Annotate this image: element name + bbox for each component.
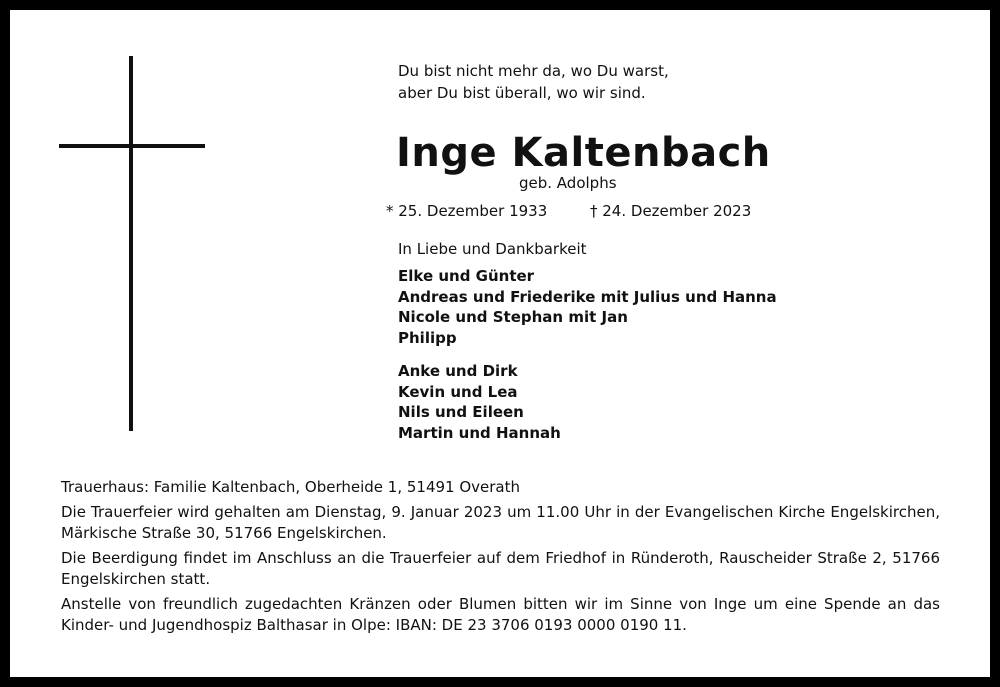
- obituary-card: [10, 10, 990, 677]
- deceased-name: Inge Kaltenbach: [396, 130, 771, 176]
- verse-line-1: Du bist nicht mehr da, wo Du warst,: [398, 62, 669, 80]
- cross-vertical-bar: [129, 56, 133, 431]
- cross-horizontal-bar: [59, 144, 205, 148]
- funeral-service-notice: Die Trauerfeier wird gehalten am Dienstag, 9. Januar 2023 um 11.00 Uhr in der Evangelischen Kirche Engelskirchen, Märkische Straße 30, 51766 Engelskirchen.: [61, 503, 940, 542]
- mourners-intro: In Liebe und Dankbarkeit: [398, 240, 587, 258]
- mourner-entry: Kevin und Lea: [398, 382, 518, 401]
- death-date: † 24. Dezember 2023: [590, 202, 752, 220]
- verse-line-2: aber Du bist überall, wo wir sind.: [398, 84, 646, 102]
- mourner-entry: Martin und Hannah: [398, 424, 561, 443]
- burial-notice: Die Beerdigung findet im Anschluss an die Trauerfeier auf dem Friedhof in Ründeroth, Rauscheider Straße 2, 51766 Engelskirchen statt.: [61, 549, 940, 588]
- mourners-group-1: [398, 266, 777, 349]
- donation-notice: Anstelle von freundlich zugedachten Kränzen oder Blumen bitten wir im Sinne von Inge um eine Spende an das Kinder- und Jugendhospiz Balthasar in Olpe: IBAN: DE 23 3706 0193 0000 0190 11.: [61, 595, 940, 634]
- maiden-name: geb. Adolphs: [519, 174, 617, 192]
- verse: [398, 60, 669, 104]
- mourner-entry: Elke und Günter: [398, 267, 535, 285]
- mourner-entry: Anke und Dirk: [398, 362, 518, 380]
- mourner-entry: Philipp: [398, 329, 457, 348]
- mourner-entry: Nils und Eileen: [398, 403, 524, 422]
- birth-date: * 25. Dezember 1933: [386, 202, 548, 220]
- mourner-entry: Nicole und Stephan mit Jan: [398, 308, 628, 327]
- mourner-entry: Andreas und Friederike mit Julius und Hanna: [398, 287, 777, 306]
- mourners-group-2: [398, 361, 561, 444]
- mourning-house-notice: Trauerhaus: Familie Kaltenbach, Oberheide 1, 51491 Overath: [61, 478, 521, 496]
